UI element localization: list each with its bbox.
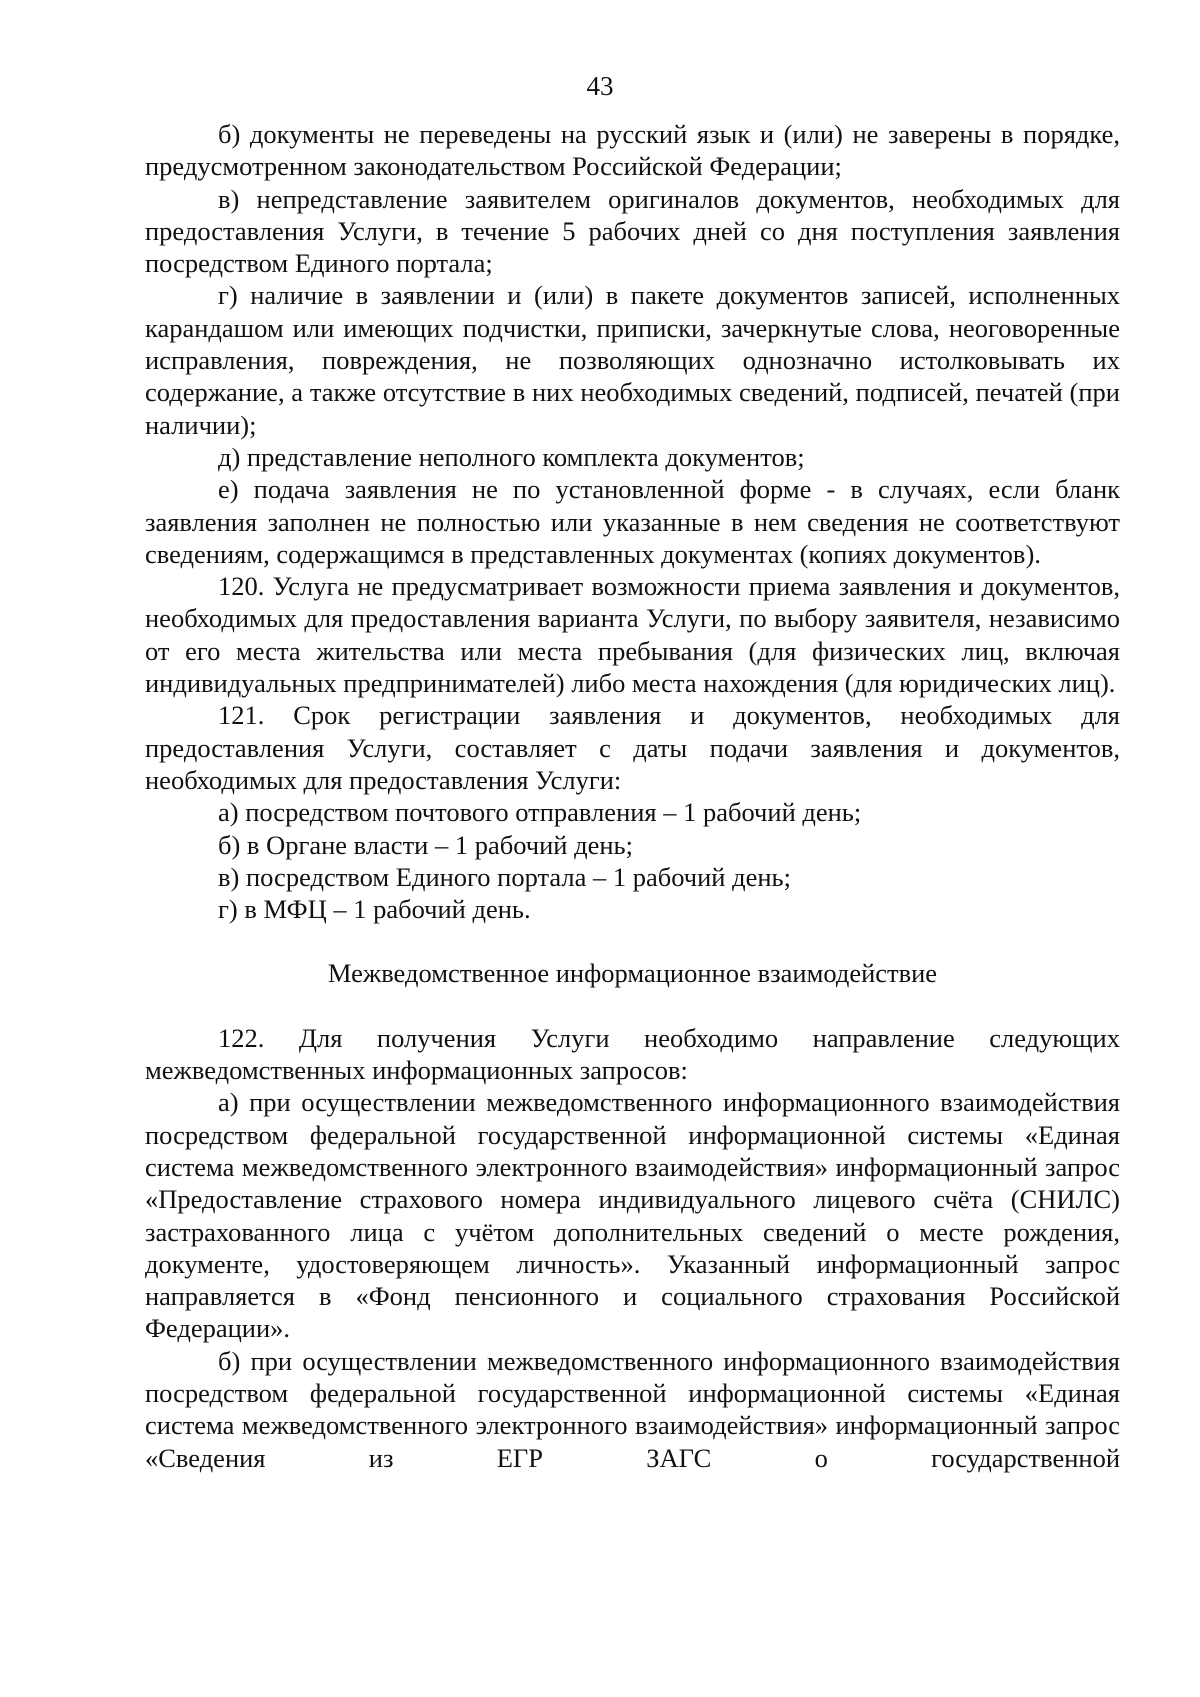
paragraph-item-b-untranslated: б) документы не переведены на русский язык и (или) не заверены в порядке, предусмотренном законодательством Российской Федерации; [145, 119, 1120, 182]
paragraph-item-e-wrong-form: е) подача заявления не по установленной форме - в случаях, если бланк заявления заполнен не полностью или указанные в нем сведения не соответствуют сведениям, содержащимся в представленных документах (копиях документов). [145, 474, 1120, 569]
paragraph-122: 122. Для получения Услуги необходимо направление следующих межведомственных информационных запросов: [145, 1022, 1120, 1086]
page-number: 43 [586, 71, 614, 101]
paragraph-121-g-mfc: г) в МФЦ – 1 рабочий день. [218, 894, 531, 925]
paragraph-item-d-incomplete-set: д) представление неполного комплекта документов; [218, 441, 805, 472]
section-heading: Межведомственное информационное взаимодействие [327, 958, 938, 989]
paragraph-120: 120. Услуга не предусматривает возможности приема заявления и документов, необходимых для предоставления варианта Услуги, по выбору заявителя, независимо от его места жительства или места пребывания (для физических лиц, включая индивидуальных предпринимателей) либо места нахождения (для юридических лиц). [145, 571, 1120, 699]
paragraph-item-v-originals: в) непредставление заявителем оригиналов документов, необходимых для предоставления Услуги, в течение 5 рабочих дней со дня поступления заявления посредством Единого портала; [145, 183, 1120, 279]
document-body [145, 118, 1120, 1474]
paragraph-121: 121. Срок регистрации заявления и документов, необходимых для предоставления Услуги, составляет с даты подачи заявления и документов, необходимых для предоставления Услуги: [145, 700, 1120, 795]
paragraph-121-v-portal: в) посредством Единого портала – 1 рабочий день; [218, 861, 791, 892]
paragraph-122-b-zags: б) при осуществлении межведомственного информационного взаимодействия посредством федеральной государственной информационной системы «Единая система межведомственного электронного взаимодействия» информационный запрос «Сведения из ЕГР ЗАГС о государственной [145, 1345, 1120, 1473]
paragraph-122-a-snils: а) при осуществлении межведомственного информационного взаимодействия посредством федеральной государственной информационной системы «Единая система межведомственного электронного взаимодействия» информационный запрос «Предоставление страхового номера индивидуального лицевого счёта (СНИЛС) застрахованного лица с учётом дополнительных сведений о месте рождения, документе, удостоверяющем личность». Указанный информационный запрос направляется в «Фонд пенсионного и социального страхования Российской Федерации». [145, 1087, 1120, 1344]
paragraph-121-b-authority: б) в Органе власти – 1 рабочий день; [218, 829, 633, 860]
paragraph-item-g-pencil-records: г) наличие в заявлении и (или) в пакете документов записей, исполненных карандашом или имеющих подчистки, приписки, зачеркнутые слова, неоговоренные исправления, повреждения, не позволяющих однозначно истолковывать их содержание, а также отсутствие в них необходимых сведений, подписей, печатей (при наличии); [145, 280, 1120, 440]
paragraph-121-a-post: а) посредством почтового отправления – 1 рабочий день; [218, 797, 862, 828]
